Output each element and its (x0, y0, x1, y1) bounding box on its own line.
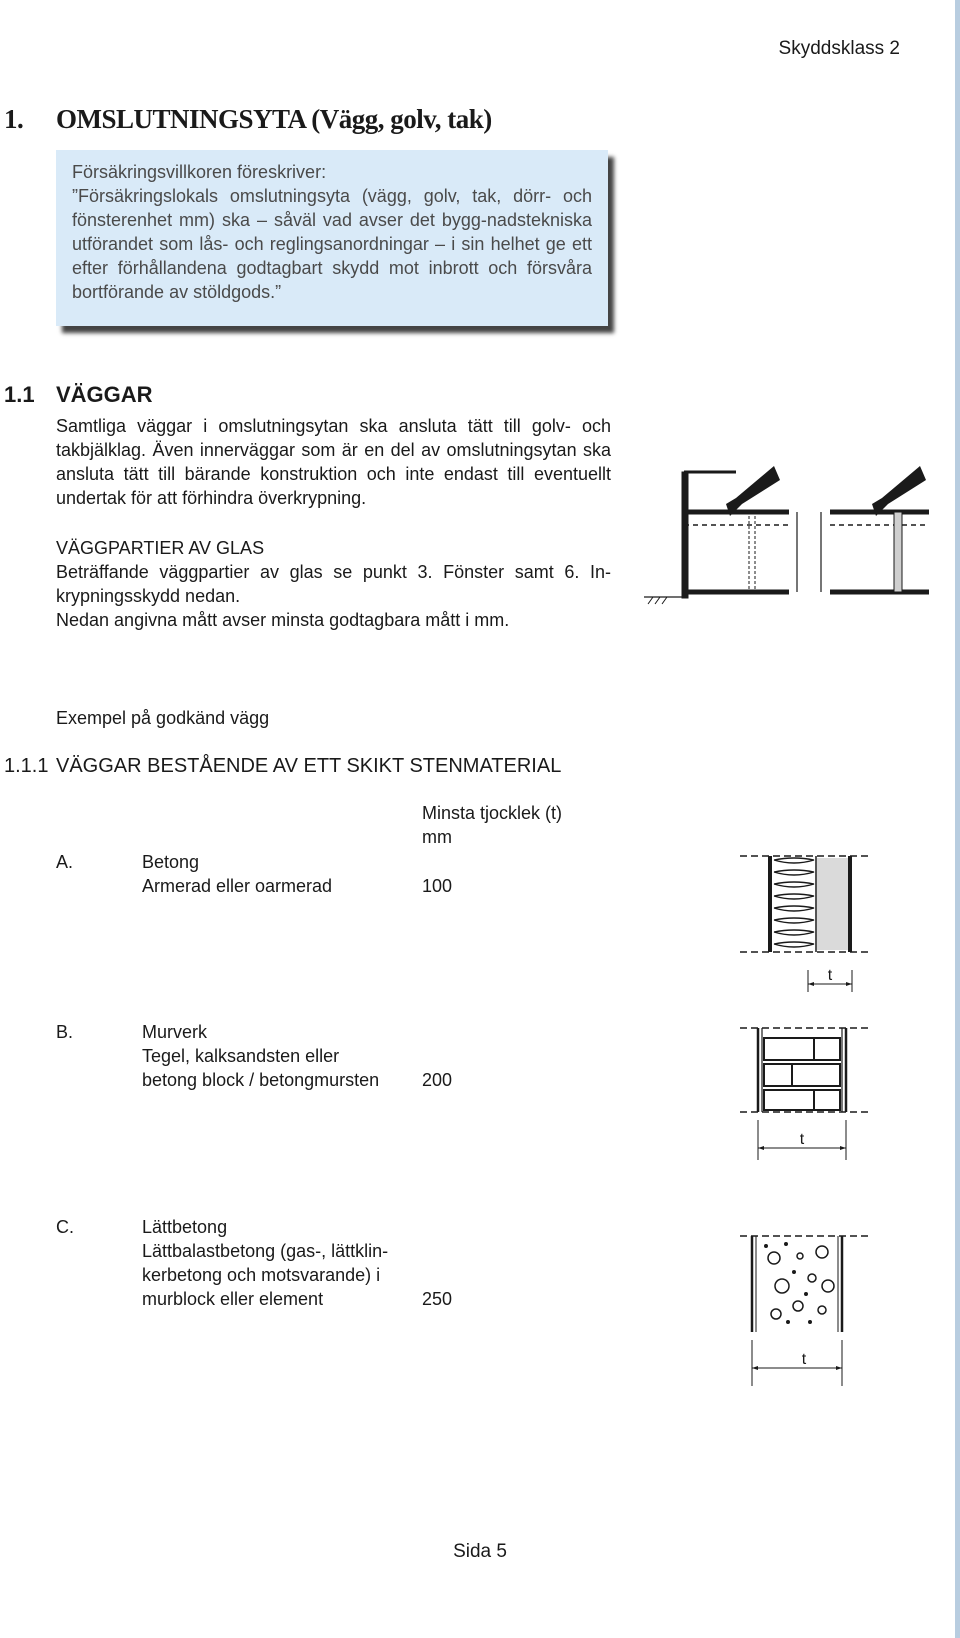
row-a-line-1: Armerad eller oarmerad (142, 876, 333, 896)
section-1-1-1-heading (4, 755, 561, 778)
row-a-description (142, 850, 332, 898)
glass-section (56, 536, 611, 632)
row-a-letter: A. (56, 852, 74, 872)
row-b-name: Murverk (142, 1022, 208, 1042)
row-c-line-1: Lättbalastbetong (gas-, lättklin- (142, 1241, 389, 1261)
row-a-value: 100 (422, 876, 453, 896)
wall-connection-diagram (644, 466, 944, 616)
column-header-line-2: mm (422, 827, 452, 847)
walls-body-text (56, 414, 611, 510)
dimension-label-a: t (827, 967, 833, 984)
figure-caption: Exempel på godkänd vägg (56, 708, 270, 728)
masonry-wall-diagram (740, 1020, 890, 1170)
dimension-label-c: t (801, 1351, 807, 1368)
row-c-description (142, 1215, 388, 1311)
row-c-letter: C. (56, 1217, 74, 1237)
walls-paragraph: Samtliga väggar i omslutningsytan ska ansluta tätt till golv- och takbjälklag. Även innerväggar som är en del av omslutningsytan ska ansluta tätt till bärande konstruktion och inte endast till eventuellt undertak för att förhindra överkrypning. (56, 416, 611, 508)
thickness-column-header (422, 801, 562, 849)
row-b-line-1: Tegel, kalksandsten eller (142, 1046, 340, 1066)
glass-line-1: Beträffande väggpartier av glas se punkt 3. Fönster samt 6. In-krypningsskydd nedan. (56, 562, 611, 606)
row-b-value: 200 (422, 1070, 453, 1090)
header-section-label: Skyddsklass 2 (778, 38, 900, 59)
lightweight-concrete-diagram (740, 1226, 890, 1406)
glass-heading: VÄGGPARTIER AV GLAS (56, 538, 265, 558)
section-1-number: 1. (4, 104, 24, 134)
row-a-name: Betong (142, 852, 200, 872)
row-c-line-2: kerbetong och motsvarande) i (142, 1265, 381, 1285)
row-b-line-2: betong block / betongmursten (142, 1070, 380, 1090)
page-edge-strip (955, 0, 960, 1638)
row-b-letter: B. (56, 1022, 74, 1042)
section-1-1-heading (4, 382, 153, 408)
quote-intro: Försäkringsvillkoren föreskriver: (72, 162, 327, 182)
row-b-description (142, 1020, 379, 1092)
policy-quote-box (56, 150, 608, 326)
row-c-value: 250 (422, 1289, 453, 1309)
section-1-1-number: 1.1 (4, 382, 35, 407)
concrete-wall-diagram (740, 848, 890, 1008)
dimension-label-b: t (799, 1131, 805, 1148)
column-header-line-1: Minsta tjocklek (t) (422, 803, 563, 823)
section-1-1-1-number: 1.1.1 (4, 755, 49, 777)
section-1-1-title: VÄGGAR (56, 382, 153, 407)
left-wall-post (682, 472, 688, 598)
quote-text: ”Försäkringslokals omslutningsyta (vägg, golv, tak, dörr- och fönsterenhet mm) ska – såväl vad avser det bygg-nadstekniska utförandet som lås- och reglingsanordningar – i sin helhet ge ett efter förhållandena godtagbart skydd mot inbrott och försvåra bortförande av stöldgods.” (72, 186, 592, 302)
section-1-1-1-title: VÄGGAR BESTÅENDE AV ETT SKIKT STENMATERIAL (56, 755, 562, 777)
row-c-name: Lättbetong (142, 1217, 228, 1237)
page-number: Sida 5 (453, 1541, 507, 1562)
section-1-title: OMSLUTNINGSYTA (Vägg, golv, tak) (56, 104, 492, 134)
glass-line-2: Nedan angivna mått avser minsta godtagbara mått i mm. (56, 610, 510, 630)
section-1-heading (4, 104, 492, 135)
row-c-line-3: murblock eller element (142, 1289, 324, 1309)
